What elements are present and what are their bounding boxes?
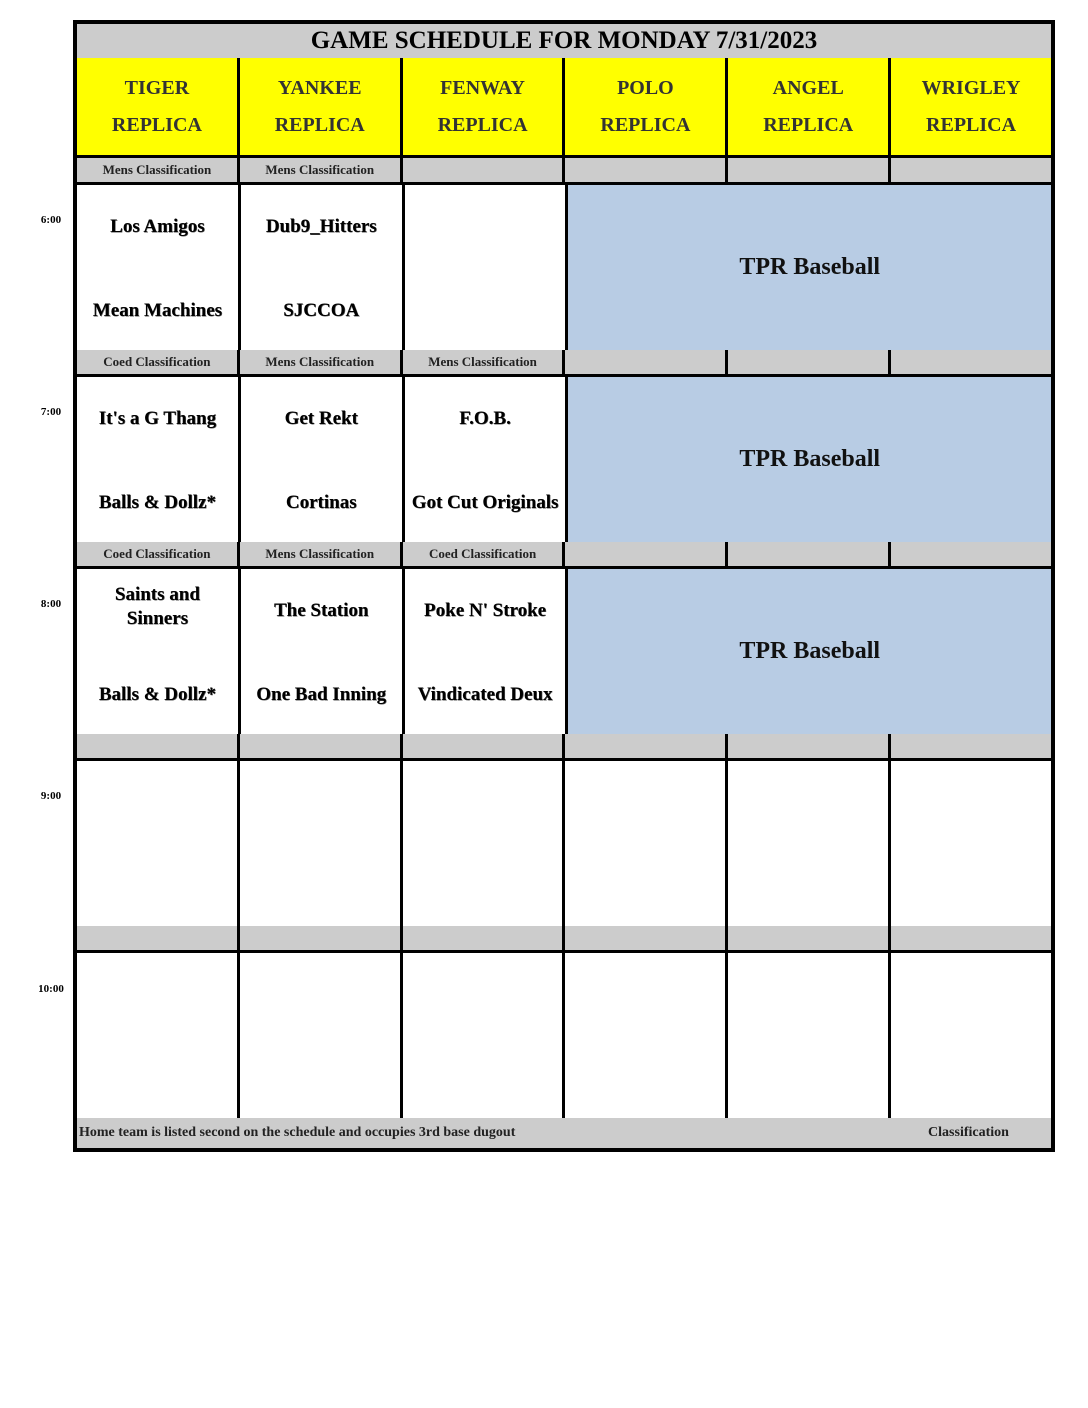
classification-label <box>403 158 566 182</box>
field-header-polo: POLO REPLICA <box>565 58 728 155</box>
away-team: F.O.B. <box>459 408 511 429</box>
empty-game-cell <box>728 761 891 926</box>
home-team: Got Cut Originals <box>411 492 559 513</box>
tpr-baseball-block: TPR Baseball <box>568 569 1051 734</box>
home-team: Balls & Dollz* <box>98 492 216 513</box>
classification-row-10 <box>77 926 1051 953</box>
empty-game-cell <box>565 953 728 1118</box>
away-team: Los Amigos <box>110 216 205 237</box>
home-team: SJCCOA <box>283 300 360 321</box>
classification-label: Mens Classification <box>240 350 403 374</box>
game-cell-fenway <box>405 185 569 350</box>
tpr-baseball-block: TPR Baseball <box>568 377 1051 542</box>
schedule-sheet <box>73 20 1055 1152</box>
schedule-title: GAME SCHEDULE FOR MONDAY 7/31/2023 <box>77 24 1051 61</box>
empty-game-cell <box>240 953 403 1118</box>
footer-note: Home team is listed second on the schedule and occupies 3rd base dugout <box>79 1125 516 1140</box>
footer-classification: Classification <box>928 1125 1009 1140</box>
classification-row-7 <box>77 350 1051 377</box>
time-label: 8:00 <box>40 598 62 610</box>
classification-label <box>891 350 1051 374</box>
classification-label <box>891 542 1051 566</box>
home-team: Vindicated Deux <box>417 684 553 705</box>
time-label: 10:00 <box>38 983 64 995</box>
game-row-9 <box>77 761 1051 929</box>
classification-row-8 <box>77 542 1051 569</box>
game-cell-yankee <box>241 569 405 734</box>
away-team: The Station <box>273 600 369 621</box>
classification-label <box>728 542 891 566</box>
field-header-fenway: FENWAY REPLICA <box>403 58 566 155</box>
classification-label: Mens Classification <box>77 158 240 182</box>
game-cell-tiger <box>77 569 241 734</box>
home-team: One Bad Inning <box>256 684 387 705</box>
empty-game-cell <box>403 953 566 1118</box>
classification-label <box>565 158 728 182</box>
time-label: 6:00 <box>40 214 62 226</box>
game-row-8 <box>77 569 1051 737</box>
field-header-tiger: TIGER REPLICA <box>77 58 240 155</box>
classification-label: Mens Classification <box>240 158 403 182</box>
field-header-wrigley: WRIGLEY REPLICA <box>891 58 1051 155</box>
classification-row-6 <box>77 158 1051 185</box>
game-row-6 <box>77 185 1051 353</box>
home-team: Cortinas <box>285 492 357 513</box>
empty-game-cell <box>728 953 891 1118</box>
footer-row <box>77 1118 1051 1148</box>
away-team: Poke N' Stroke <box>424 600 547 621</box>
time-label: 7:00 <box>40 406 62 418</box>
classification-label: Mens Classification <box>240 542 403 566</box>
away-team: Get Rekt <box>284 408 358 429</box>
away-team: Dub9_Hitters <box>265 216 377 237</box>
game-cell-yankee <box>241 185 405 350</box>
tpr-baseball-block: TPR Baseball <box>568 185 1051 350</box>
game-row-7 <box>77 377 1051 545</box>
empty-game-cell <box>240 761 403 926</box>
field-header-yankee: YANKEE REPLICA <box>240 58 403 155</box>
game-cell-fenway <box>405 377 569 542</box>
empty-game-cell <box>891 761 1051 926</box>
time-label: 9:00 <box>40 790 62 802</box>
classification-label: Mens Classification <box>403 350 566 374</box>
classification-label <box>565 350 728 374</box>
classification-label: Coed Classification <box>403 542 566 566</box>
empty-game-cell <box>77 761 240 926</box>
empty-game-cell <box>77 953 240 1118</box>
home-team: Balls & Dollz* <box>98 684 216 705</box>
classification-row-9 <box>77 734 1051 761</box>
classification-label: Coed Classification <box>77 350 240 374</box>
classification-label <box>728 350 891 374</box>
empty-game-cell <box>403 761 566 926</box>
classification-label <box>728 158 891 182</box>
field-header-angel: ANGEL REPLICA <box>728 58 891 155</box>
game-cell-tiger <box>77 185 241 350</box>
away-team: It's a G Thang <box>98 408 217 429</box>
classification-label: Coed Classification <box>77 542 240 566</box>
game-row-10 <box>77 953 1051 1121</box>
classification-label <box>565 542 728 566</box>
empty-game-cell <box>891 953 1051 1118</box>
classification-label <box>891 158 1051 182</box>
empty-game-cell <box>565 761 728 926</box>
game-cell-fenway <box>405 569 569 734</box>
away-team: Saints and Sinners <box>114 584 200 629</box>
game-cell-tiger <box>77 377 241 542</box>
game-cell-yankee <box>241 377 405 542</box>
field-header-row <box>77 58 1051 158</box>
home-team: Mean Machines <box>92 300 223 321</box>
